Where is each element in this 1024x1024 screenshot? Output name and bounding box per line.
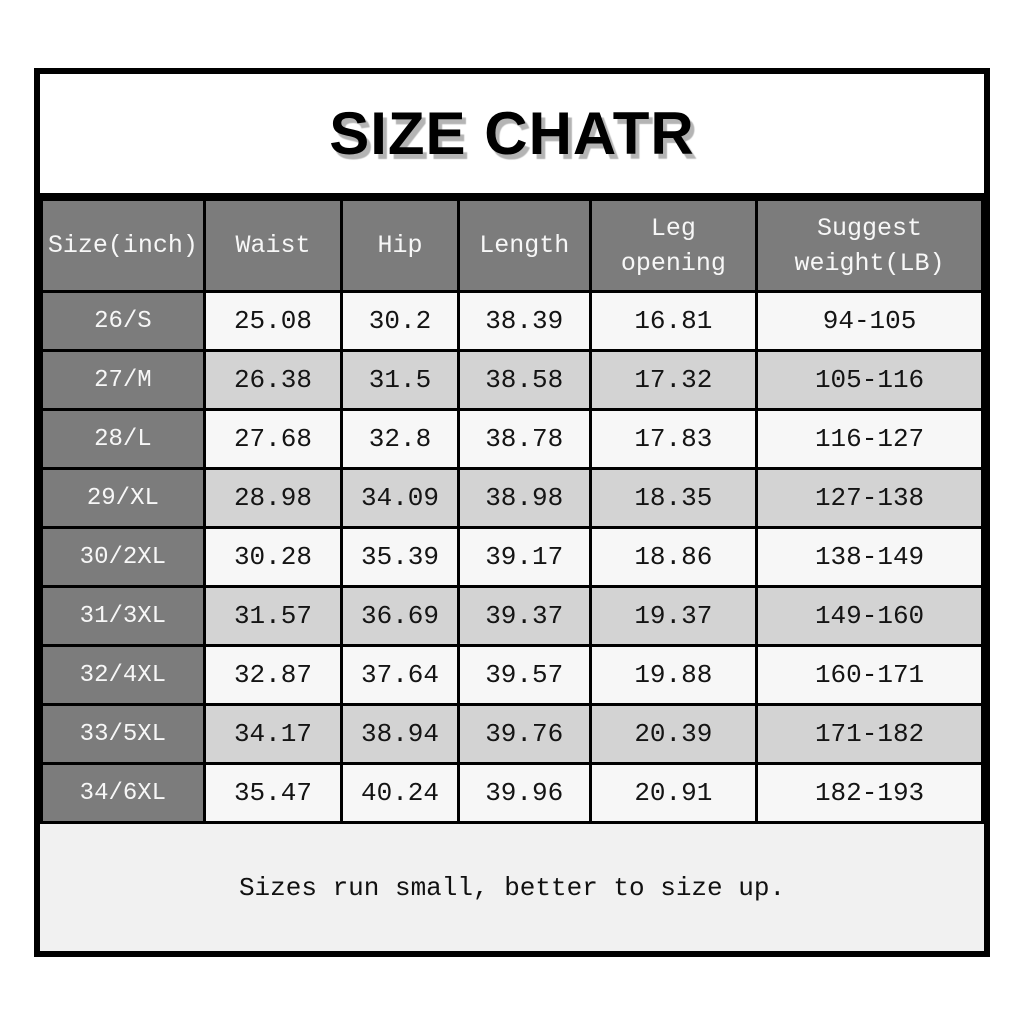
length-cell: 39.96	[458, 764, 590, 823]
table-row	[42, 587, 983, 646]
length-cell: 39.37	[458, 587, 590, 646]
column-header-waist: Waist	[204, 200, 341, 292]
hip-cell: 40.24	[342, 764, 459, 823]
size-cell: 31/3XL	[42, 587, 205, 646]
waist-cell: 26.38	[204, 351, 341, 410]
header-row	[42, 200, 983, 292]
hip-cell: 31.5	[342, 351, 459, 410]
size-cell: 30/2XL	[42, 528, 205, 587]
weight-cell: 138-149	[757, 528, 983, 587]
size-chart-panel	[34, 68, 990, 957]
hip-cell: 30.2	[342, 292, 459, 351]
waist-cell: 31.57	[204, 587, 341, 646]
leg-opening-cell: 20.39	[590, 705, 757, 764]
leg-opening-cell: 19.88	[590, 646, 757, 705]
weight-cell: 127-138	[757, 469, 983, 528]
length-cell: 39.57	[458, 646, 590, 705]
size-cell: 34/6XL	[42, 764, 205, 823]
weight-cell: 171-182	[757, 705, 983, 764]
weight-cell: 105-116	[757, 351, 983, 410]
table-row	[42, 646, 983, 705]
weight-cell: 94-105	[757, 292, 983, 351]
hip-cell: 34.09	[342, 469, 459, 528]
table-row	[42, 292, 983, 351]
hip-cell: 35.39	[342, 528, 459, 587]
leg-opening-cell: 19.37	[590, 587, 757, 646]
weight-cell: 182-193	[757, 764, 983, 823]
leg-opening-cell: 18.35	[590, 469, 757, 528]
leg-opening-cell: 17.32	[590, 351, 757, 410]
hip-cell: 38.94	[342, 705, 459, 764]
weight-cell: 160-171	[757, 646, 983, 705]
title-bar	[40, 74, 984, 198]
waist-cell: 25.08	[204, 292, 341, 351]
hip-cell: 37.64	[342, 646, 459, 705]
page-title: SIZE CHATR	[329, 100, 695, 167]
length-cell: 38.58	[458, 351, 590, 410]
length-cell: 38.78	[458, 410, 590, 469]
size-table	[40, 198, 984, 824]
waist-cell: 32.87	[204, 646, 341, 705]
length-cell: 39.17	[458, 528, 590, 587]
size-cell: 32/4XL	[42, 646, 205, 705]
length-cell: 39.76	[458, 705, 590, 764]
table-row	[42, 351, 983, 410]
leg-opening-cell: 20.91	[590, 764, 757, 823]
table-row	[42, 764, 983, 823]
column-header-suggest-weight: Suggest weight(LB)	[757, 200, 983, 292]
size-cell: 26/S	[42, 292, 205, 351]
table-row	[42, 705, 983, 764]
length-cell: 38.98	[458, 469, 590, 528]
table-row	[42, 528, 983, 587]
size-cell: 27/M	[42, 351, 205, 410]
leg-opening-cell: 18.86	[590, 528, 757, 587]
column-header-leg-opening: Leg opening	[590, 200, 757, 292]
hip-cell: 36.69	[342, 587, 459, 646]
hip-cell: 32.8	[342, 410, 459, 469]
size-cell: 28/L	[42, 410, 205, 469]
waist-cell: 34.17	[204, 705, 341, 764]
column-header-length: Length	[458, 200, 590, 292]
leg-opening-cell: 17.83	[590, 410, 757, 469]
column-header-size: Size(inch)	[42, 200, 205, 292]
size-cell: 33/5XL	[42, 705, 205, 764]
waist-cell: 30.28	[204, 528, 341, 587]
column-header-hip: Hip	[342, 200, 459, 292]
size-cell: 29/XL	[42, 469, 205, 528]
footer-note-bar	[40, 824, 984, 951]
leg-opening-cell: 16.81	[590, 292, 757, 351]
weight-cell: 116-127	[757, 410, 983, 469]
waist-cell: 35.47	[204, 764, 341, 823]
waist-cell: 27.68	[204, 410, 341, 469]
waist-cell: 28.98	[204, 469, 341, 528]
table-row	[42, 410, 983, 469]
length-cell: 38.39	[458, 292, 590, 351]
table-row	[42, 469, 983, 528]
weight-cell: 149-160	[757, 587, 983, 646]
size-note: Sizes run small, better to size up.	[238, 872, 786, 903]
